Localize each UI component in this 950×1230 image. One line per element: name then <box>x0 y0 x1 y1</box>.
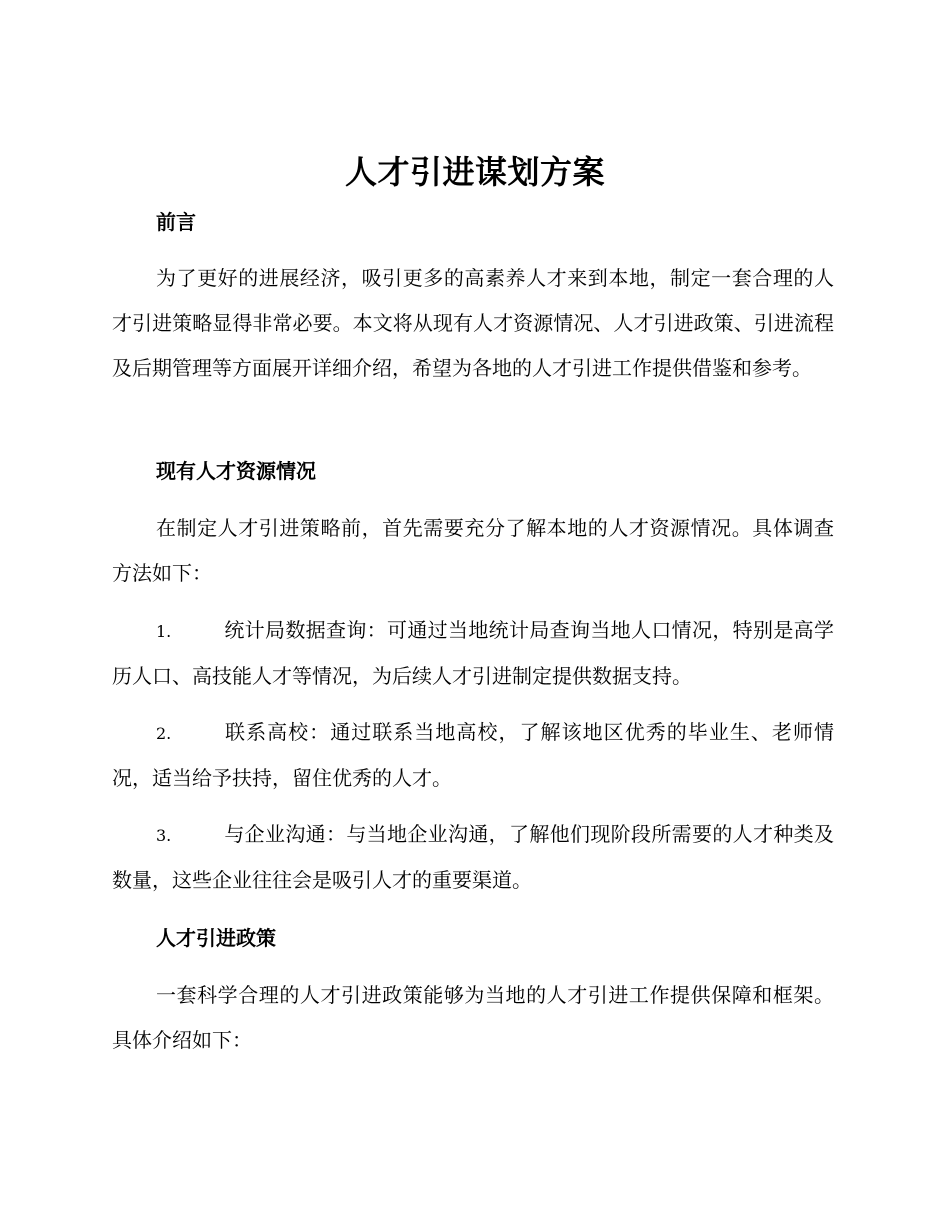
list-item-text: 与企业沟通：与当地企业沟通，了解他们现阶段所需要的人才种类及数量，这些企业往往会是吸引人才的重要渠道。 <box>112 822 834 892</box>
section-heading-preface: 前言 <box>156 210 196 234</box>
list-item <box>112 710 834 801</box>
talent-policy-paragraph: 一套科学合理的人才引进政策能够为当地的人才引进工作提供保障和框架。具体介绍如下： <box>112 983 834 1052</box>
list-item-text: 联系高校：通过联系当地高校，了解该地区优秀的毕业生、老师情况，适当给予扶持，留住优秀的人才。 <box>112 720 834 790</box>
list-item-number: 2. <box>156 724 172 743</box>
talent-resources-paragraph: 在制定人才引进策略前，首先需要充分了解本地的人才资源情况。具体调查方法如下： <box>112 516 834 585</box>
list-item-number: 3. <box>156 826 172 845</box>
section-heading-talent-resources: 现有人才资源情况 <box>156 459 316 483</box>
list-item <box>112 812 834 903</box>
list-item-number: 1. <box>156 622 172 641</box>
list-item-text: 统计局数据查询：可通过当地统计局查询当地人口情况，特别是高学历人口、高技能人才等情况，为后续人才引进制定提供数据支持。 <box>112 618 834 688</box>
preface-paragraph: 为了更好的进展经济，吸引更多的高素养人才来到本地，制定一套合理的人才引进策略显得非常必要。本文将从现有人才资源情况、人才引进政策、引进流程及后期管理等方面展开详细介绍，希望为各地的人才引进工作提供借鉴和参考。 <box>112 266 834 380</box>
section-heading-talent-policy: 人才引进政策 <box>156 926 276 950</box>
document-title: 人才引进谋划方案 <box>344 153 605 191</box>
list-item <box>112 608 834 699</box>
